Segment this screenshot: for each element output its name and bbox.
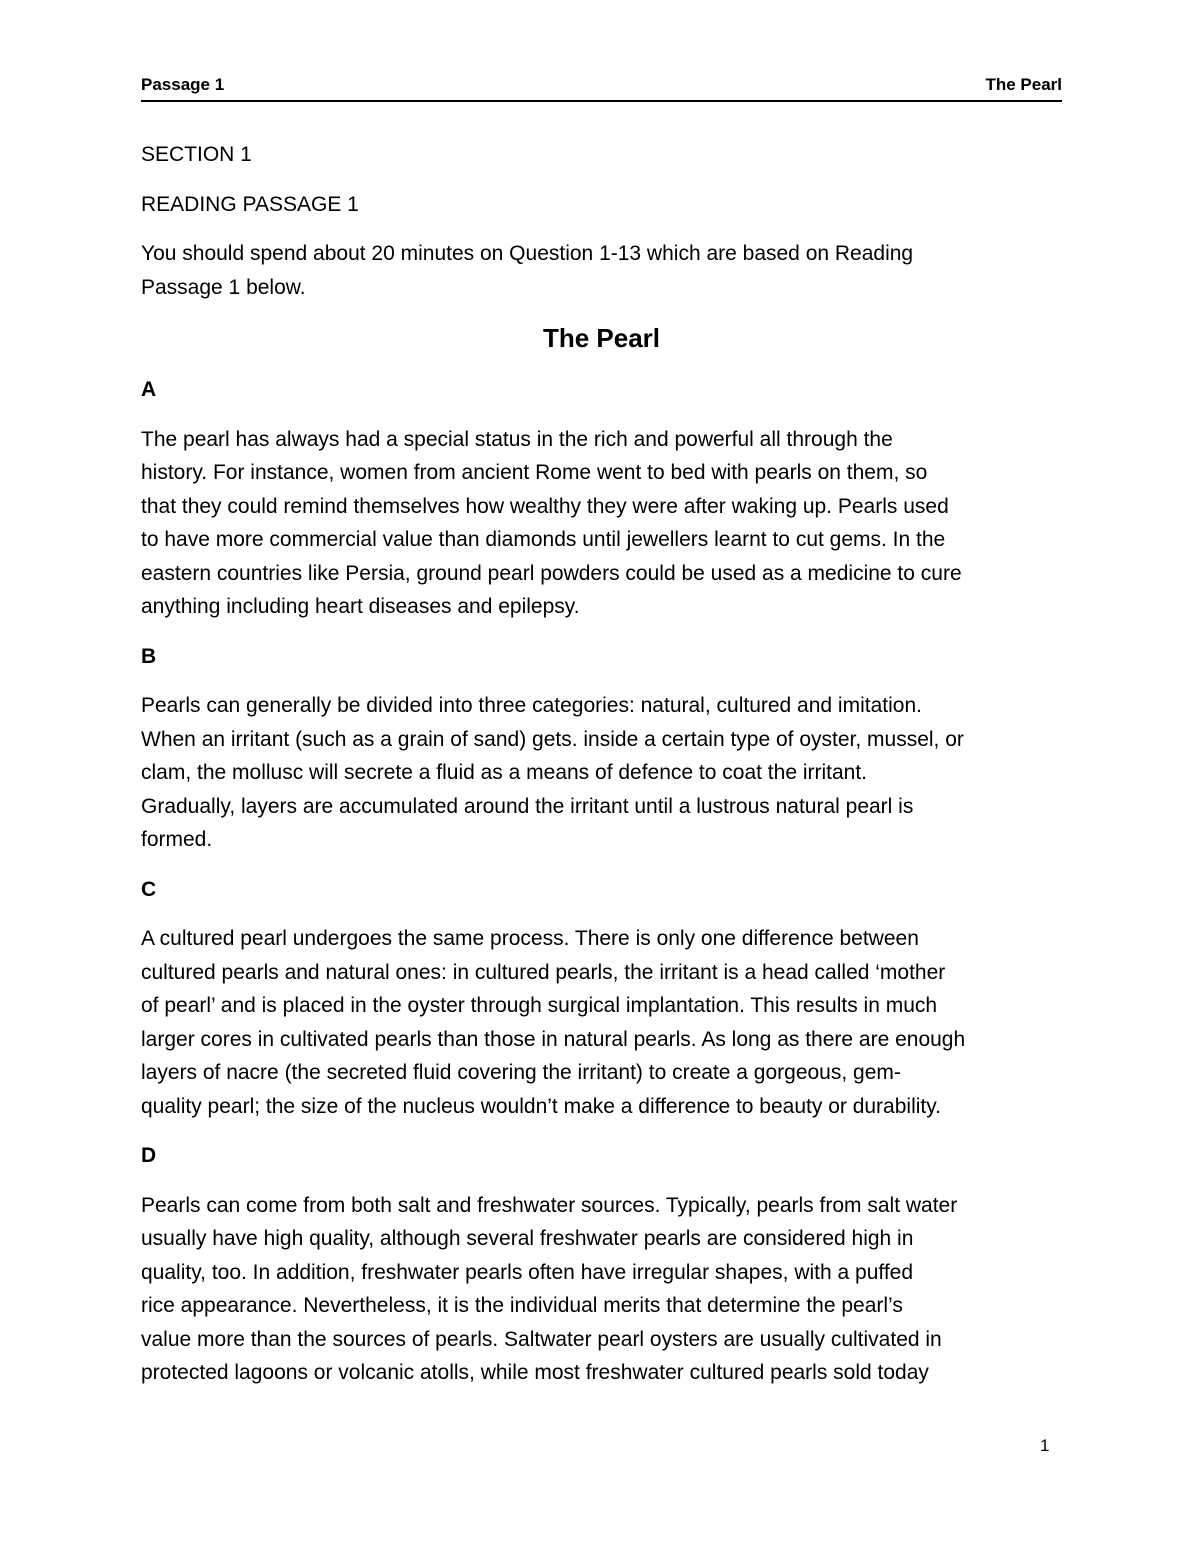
paragraph-line: layers of nacre (the secreted fluid covering the irritant) to create a gorgeous, gem- (141, 1061, 901, 1084)
paragraph-line: anything including heart diseases and epilepsy. (141, 595, 580, 618)
page-number: 1 (1040, 1436, 1050, 1455)
paragraph-line: usually have high quality, although several freshwater pearls are considered high in (141, 1227, 914, 1250)
paragraph-line: quality, too. In addition, freshwater pearls often have irregular shapes, with a puffed (141, 1260, 914, 1284)
paragraph-line: eastern countries like Persia, ground pearl powders could be used as a medicine to cure (141, 561, 962, 585)
section-d-paragraph (141, 1189, 1062, 1390)
paragraph-line: history. For instance, women from ancient Rome went to bed with pearls on them, so (141, 461, 928, 484)
paragraph-line: of pearl’ and is placed in the oyster through surgical implantation. This results in much (141, 994, 938, 1017)
paragraph-line: larger cores in cultivated pearls than those in natural pearls. As long as there are enough (141, 1027, 966, 1051)
paragraph-line: quality pearl; the size of the nucleus wouldn’t make a difference to beauty or durability. (141, 1094, 942, 1118)
paragraph-line: protected lagoons or volcanic atolls, while most freshwater cultured pearls sold today (141, 1361, 929, 1384)
paragraph-line: A cultured pearl undergoes the same process. There is only one difference between (141, 927, 919, 950)
section-letter-a: A (141, 378, 157, 401)
page-header (141, 72, 1062, 102)
passage-title: The Pearl (542, 323, 661, 353)
paragraph-line: When an irritant (such as a grain of sand) gets. inside a certain type of oyster, mussel, or (141, 727, 964, 751)
paragraph-line: rice appearance. Nevertheless, it is the individual merits that determine the pearl’s (141, 1294, 903, 1317)
instruction-paragraph (141, 237, 1062, 304)
reading-passage-heading: READING PASSAGE 1 (141, 192, 359, 216)
paragraph-line: clam, the mollusc will secrete a fluid as a means of defence to coat the irritant. (141, 761, 868, 784)
paragraph-line: Pearls can generally be divided into three categories: natural, cultured and imitation. (141, 694, 922, 717)
paragraph-line: cultured pearls and natural ones: in cultured pearls, the irritant is a head called ‘mother (141, 960, 946, 984)
instruction-line: You should spend about 20 minutes on Question 1-13 which are based on Reading (141, 242, 914, 265)
paragraph-line: The pearl has always had a special status in the rich and powerful all through the (141, 427, 893, 451)
section-b-paragraph (141, 689, 1062, 857)
paragraph-line: Gradually, layers are accumulated around the irritant until a lustrous natural pearl is (141, 794, 914, 818)
section-letter-c: C (141, 877, 157, 901)
paragraph-line: formed. (141, 828, 213, 851)
header-title: The Pearl (985, 75, 1062, 94)
section-a-paragraph (141, 423, 1062, 624)
paragraph-line: Pearls can come from both salt and freshwater sources. Typically, pearls from salt water (141, 1193, 958, 1217)
document-body (141, 138, 1062, 1390)
section-letter-b: B (141, 644, 157, 668)
paragraph-line: to have more commercial value than diamonds until jewellers learnt to cut gems. In the (141, 528, 946, 551)
section-letter-d: D (141, 1144, 157, 1167)
section-c-paragraph (141, 922, 1062, 1123)
paragraph-line: value more than the sources of pearls. Saltwater pearl oysters are usually cultivated in (141, 1327, 942, 1351)
header-passage-label: Passage 1 (141, 75, 225, 94)
instruction-line: Passage 1 below. (141, 275, 306, 299)
paragraph-line: that they could remind themselves how wealthy they were after waking up. Pearls used (141, 494, 949, 518)
section-heading: SECTION 1 (141, 143, 252, 166)
